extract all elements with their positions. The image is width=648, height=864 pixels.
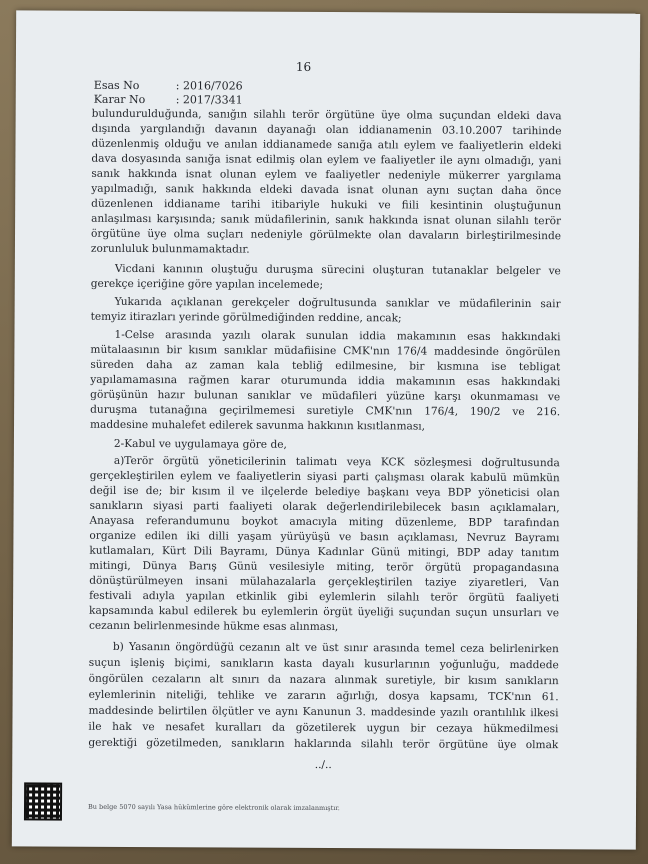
text-line: 1-Celse arasında yazılı olarak sunulan iddia makamının esas hakkındaki [114, 328, 561, 344]
qr-code [24, 782, 62, 820]
document-body [88, 107, 562, 772]
text-line: temyiz itirazları yerinde görülmediğinden reddine, ancak; [90, 310, 402, 325]
text-line: dışında yargılandığı davanın dayanağı olan iddianamenin 03.10.2007 tarihinde [91, 122, 562, 138]
text-line: görüşünün hazır bulunan sanıklar ve müdafileri yüzüne karşı okunmaması ve [90, 388, 561, 404]
text-line: maddesine muhalefet edilerek savunma hakkının kısıtlanması, [89, 418, 426, 433]
decision-number-label: Karar No [93, 92, 146, 107]
text-line: dönüştürülmeyen insani mülahazalarla gerçekleştirilen taziye ziyaretleri, Van [89, 574, 560, 590]
text-line: dava dosyasında sanığa isnat edilmiş olan eylem ve faaliyetler ile aynı olmadığı, yani [91, 152, 562, 168]
text-line: b) Yasanın öngördüğü cezanın alt ve üst sınır arasında temel ceza belirlenirken [112, 640, 559, 656]
text-line: düzenlenmiş olduğu ve anılan iddianamede sanığa atılı eylem ve faaliyetlerin eldeki [91, 137, 562, 153]
text-line: duruşma tutanağına geçirilmemesi suretiyle CMK'nın 176/4, 190/2 ve 216. [90, 403, 561, 419]
text-line: a)Terör örgütü yöneticilerinin talimatı veya KCK sözleşmesi doğrultusunda [113, 454, 560, 470]
text-line: cezanın belirlenmesinde hükme esas alınması, [88, 619, 339, 634]
text-line: yapılmadığı, sanık hakkında eldeki davada isnat olunan aynı suçtan daha önce [91, 182, 562, 198]
text-line: organize edilen iki dilli yaşam yürüyüşü ve basın açıklaması, Nevruz Bayramı [89, 529, 560, 545]
page-number: 16 [295, 59, 312, 74]
e-signature-note: Bu belge 5070 sayılı Yasa hükümlerine göre elektronik olarak imzalanmıştır. [88, 802, 340, 813]
text-line: düzenlenen iddianame tarihi itibariyle hukuki ve fiili kesintinin oluştuğunun [91, 197, 562, 213]
text-line: anlaşılması karşısında; sanık müdafilerinin, sanık hakkında isnat olunan silahlı terör [91, 212, 562, 228]
text-line: suçun işleniş biçimi, sanıkların kasta dayalı kusurlarının yoğunluğu, maddede [88, 656, 559, 672]
text-line: örgütüne üye olma suçları nedeniyle görülmekte olan davaların birleştirilmesinde [90, 227, 562, 243]
text-line: mütalaasının bir kısım sanıklar müdafiisine CMK'nın 176/4 maddesinde öngörülen [90, 343, 561, 359]
decision-number [94, 93, 243, 107]
case-number [94, 79, 243, 93]
text-line: mitingi, Dünya Barış Günü vesilesiyle miting, terör örgütü propagandasına [89, 559, 560, 575]
text-line: Anayasa referandumunu boykot amacıyla miting düzenleme, BDP tarafından [89, 514, 560, 530]
text-line: sanıkların siyasi parti faaliyeti olarak değerlendirilebilecek basın açıklamaları, [89, 499, 560, 515]
text-line: sanık hakkında isnat olunan eylem ve faaliyetler nedeniyle mükerrer yargılama [91, 167, 562, 183]
document-page [12, 10, 640, 849]
text-line: ile hak ve nesafet kuralları da gözetilerek uygun bir cezaya hükmedilmesi [88, 720, 559, 736]
text-line: değil ise de; bir kısım il ve ilçelerde belediye başkanı veya BDP yöneticisi olan [89, 484, 560, 500]
text-line: Yukarıda açıklanan gerekçeler doğrultusunda sanıklar ve müdafilerinin sair [114, 295, 561, 311]
text-line: 2-Kabul ve uygulamaya göre de, [113, 437, 287, 451]
case-number-value: : 2016/7026 [175, 79, 243, 93]
text-line: yapılamamasına rağmen karar oturumunda iddia makamının esas hakkındaki [90, 373, 561, 389]
continuation-mark: ../.. [314, 758, 332, 772]
text-line: bulundurulduğunda, sanığın silahlı terör örgütüne üye olma suçundan eldeki dava [91, 107, 562, 123]
text-line: gerçekleştirilen eylem ve faaliyetlerin siyasi parti çalışması olarak kabulü mümkün [89, 469, 560, 485]
text-line: süreden daha az zaman kala tebliğ edilmesine, bir kısmına ise tebligat [90, 358, 561, 374]
text-line: gerekçe içeriğine göre yapılan incelemede; [90, 277, 324, 291]
decision-number-value: : 2017/3341 [175, 93, 243, 107]
text-line: festivali adıyla yapılan etkinlik gibi eylemlerin silahlı terör örgütü faaliyeti [89, 589, 560, 605]
text-line: gerektiği gözetilmeden, sanıkların haklarında silahlı terör örgütüne üye olmak [88, 736, 559, 752]
text-line: öngörülen cezaların alt sınırı da nazara alınmak suretiyle, bir kısım sanıkların [88, 672, 559, 688]
text-line: eylemlerinin niteliği, tehlike ve zararın ağırlığı, dosya kapsamı, TCK'nın 61. [88, 688, 559, 704]
text-line: maddesinde belirtilen ölçütler ve aynı Kanunun 3. maddesinde yazılı orantılılık ilkesi [88, 704, 559, 720]
text-line: Vicdani kanının oluştuğu duruşma sürecini oluşturan tutanaklar belgeler ve [114, 262, 561, 278]
text-line: zorunluluk bulunmamaktadır. [90, 242, 250, 256]
text-line: kapsamında kabul edilerek bu eylemlerin örgüt üyeliği suçundan suçun unsurları ve [89, 604, 560, 620]
text-line: kutlamaları, Kürt Dili Bayramı, Dünya Kadınlar Günü mitingi, BDP aday tanıtım [89, 544, 560, 560]
case-number-label: Esas No [93, 78, 140, 93]
